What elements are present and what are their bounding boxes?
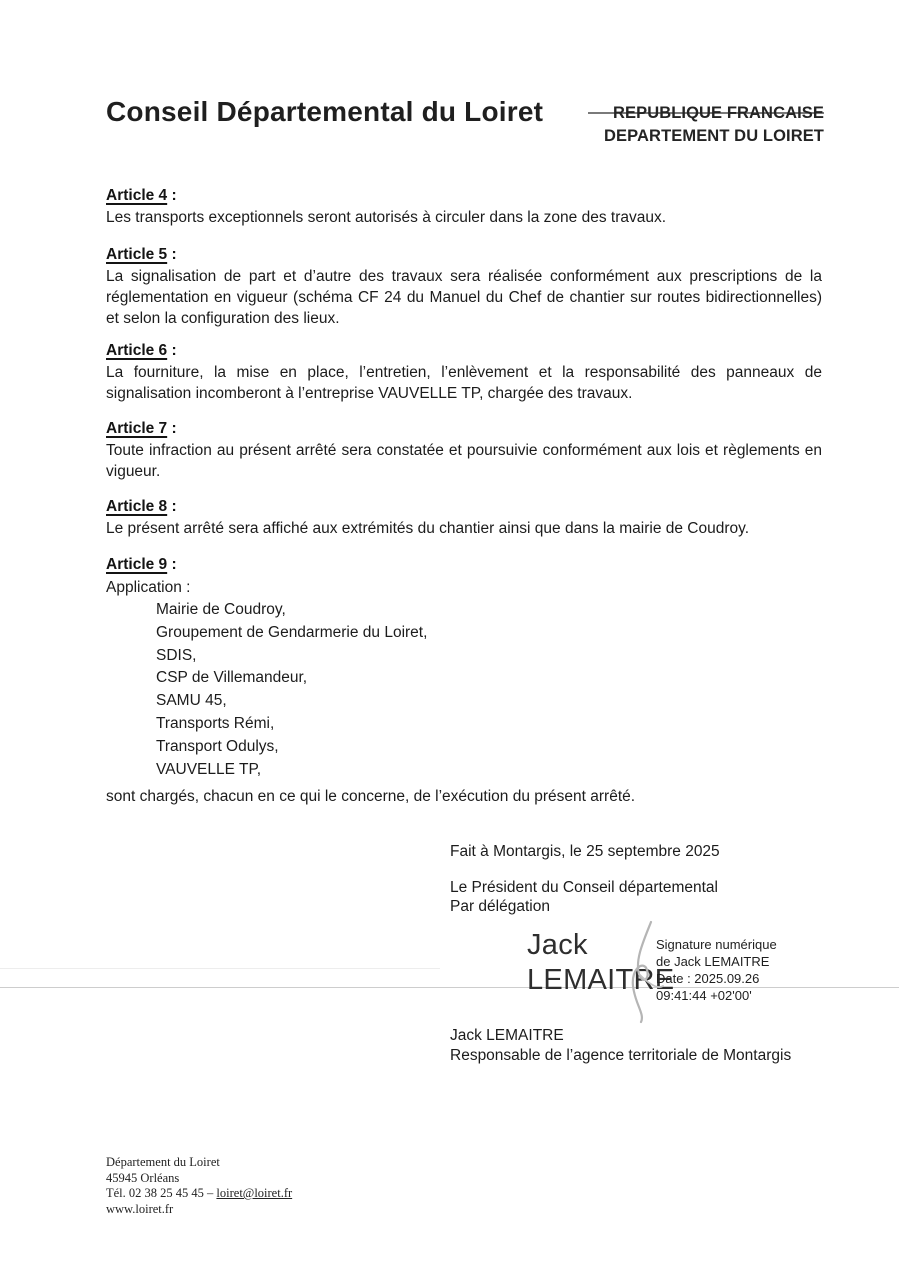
article-7-body: Toute infraction au présent arrêté sera constatée et poursuivie conformément aux lois et règlements en vigueur. bbox=[106, 442, 822, 480]
printed-signatory bbox=[450, 1026, 791, 1065]
application-closing: sont chargés, chacun en ce qui le concerne, de l’exécution du présent arrêté. bbox=[106, 788, 636, 805]
application-recipient-list bbox=[156, 599, 427, 781]
signature-flourish-icon bbox=[617, 920, 669, 1029]
list-item: Mairie de Coudroy, bbox=[156, 601, 286, 618]
org-departement: DEPARTEMENT DU LOIRET bbox=[604, 127, 824, 145]
article-6-heading: Article 6 : bbox=[106, 342, 177, 359]
digital-signature-line: Date : 2025.09.26 bbox=[656, 971, 760, 986]
page-footer bbox=[106, 1155, 292, 1217]
org-header bbox=[604, 102, 824, 148]
signatory-title: Le Président du Conseil départemental bbox=[450, 879, 718, 896]
signature-first-name: Jack bbox=[527, 929, 588, 961]
document-title: Conseil Départemental du Loiret bbox=[106, 96, 544, 127]
list-item: Transport Odulys, bbox=[156, 737, 279, 755]
list-item: SAMU 45, bbox=[156, 692, 227, 710]
article-6-body: La fourniture, la mise en place, l’entretien, l’enlèvement et la responsabilité des panneaux de signalisation incomberont à l’entreprise VAUVELLE TP, chargée des travaux. bbox=[106, 364, 822, 402]
footer-tel: Tél. 02 38 25 45 45 – bbox=[106, 1186, 217, 1200]
list-item: CSP de Villemandeur, bbox=[156, 669, 308, 687]
digital-signature-line: de Jack LEMAITRE bbox=[656, 954, 770, 969]
printed-name: Jack LEMAITRE bbox=[450, 1027, 564, 1044]
list-item: SDIS, bbox=[156, 646, 197, 664]
article-4 bbox=[106, 185, 822, 228]
signatory-delegation: Par délégation bbox=[450, 898, 550, 915]
list-item: Transports Rémi, bbox=[156, 714, 275, 732]
article-5 bbox=[106, 244, 822, 329]
list-item: Groupement de Gendarmerie du Loiret, bbox=[156, 623, 428, 641]
footer-website: www.loiret.fr bbox=[106, 1201, 174, 1216]
article-5-body: La signalisation de part et d’autre des travaux sera réalisée conformément aux prescriptions de la réglementation en vigueur (schéma CF 24 du Manuel du Chef de chantier sur routes bidirectionnelles) et selon la configuration des lieux. bbox=[106, 268, 822, 327]
article-6 bbox=[106, 340, 822, 404]
footer-contact-line bbox=[106, 1186, 292, 1202]
footer-org: Département du Loiret bbox=[106, 1155, 220, 1169]
article-4-body: Les transports exceptionnels seront autorisés à circuler dans la zone des travaux. bbox=[106, 209, 667, 226]
article-8 bbox=[106, 496, 822, 539]
footer-city: 45945 Orléans bbox=[106, 1170, 180, 1185]
article-8-heading: Article 8 : bbox=[106, 498, 177, 515]
signatory-block bbox=[450, 878, 718, 916]
footer-email-link[interactable]: loiret@loiret.fr bbox=[216, 1186, 293, 1200]
application-label: Application : bbox=[106, 579, 191, 596]
printed-role: Responsable de l’agence territoriale de Montargis bbox=[450, 1046, 792, 1064]
article-4-heading: Article 4 : bbox=[106, 187, 177, 204]
article-8-body: Le présent arrêté sera affiché aux extrémités du chantier ainsi que dans la mairie de Coudroy. bbox=[106, 520, 750, 537]
article-7 bbox=[106, 418, 822, 482]
article-7-heading: Article 7 : bbox=[106, 420, 177, 437]
org-republique: REPUBLIQUE FRANCAISE bbox=[612, 104, 824, 122]
signature-last-name: LEMAITRE bbox=[527, 964, 675, 996]
place-date-line: Fait à Montargis, le 25 septembre 2025 bbox=[450, 843, 720, 860]
list-item: VAUVELLE TP, bbox=[156, 760, 262, 778]
digital-signature-details bbox=[656, 936, 777, 1004]
scan-artifact-line bbox=[0, 968, 440, 969]
digital-signature-line: 09:41:44 +02'00' bbox=[656, 988, 752, 1003]
article-5-heading: Article 5 : bbox=[106, 246, 177, 263]
article-9 bbox=[106, 554, 822, 575]
article-9-heading: Article 9 : bbox=[106, 556, 177, 573]
digital-signature-line: Signature numérique bbox=[656, 937, 777, 952]
